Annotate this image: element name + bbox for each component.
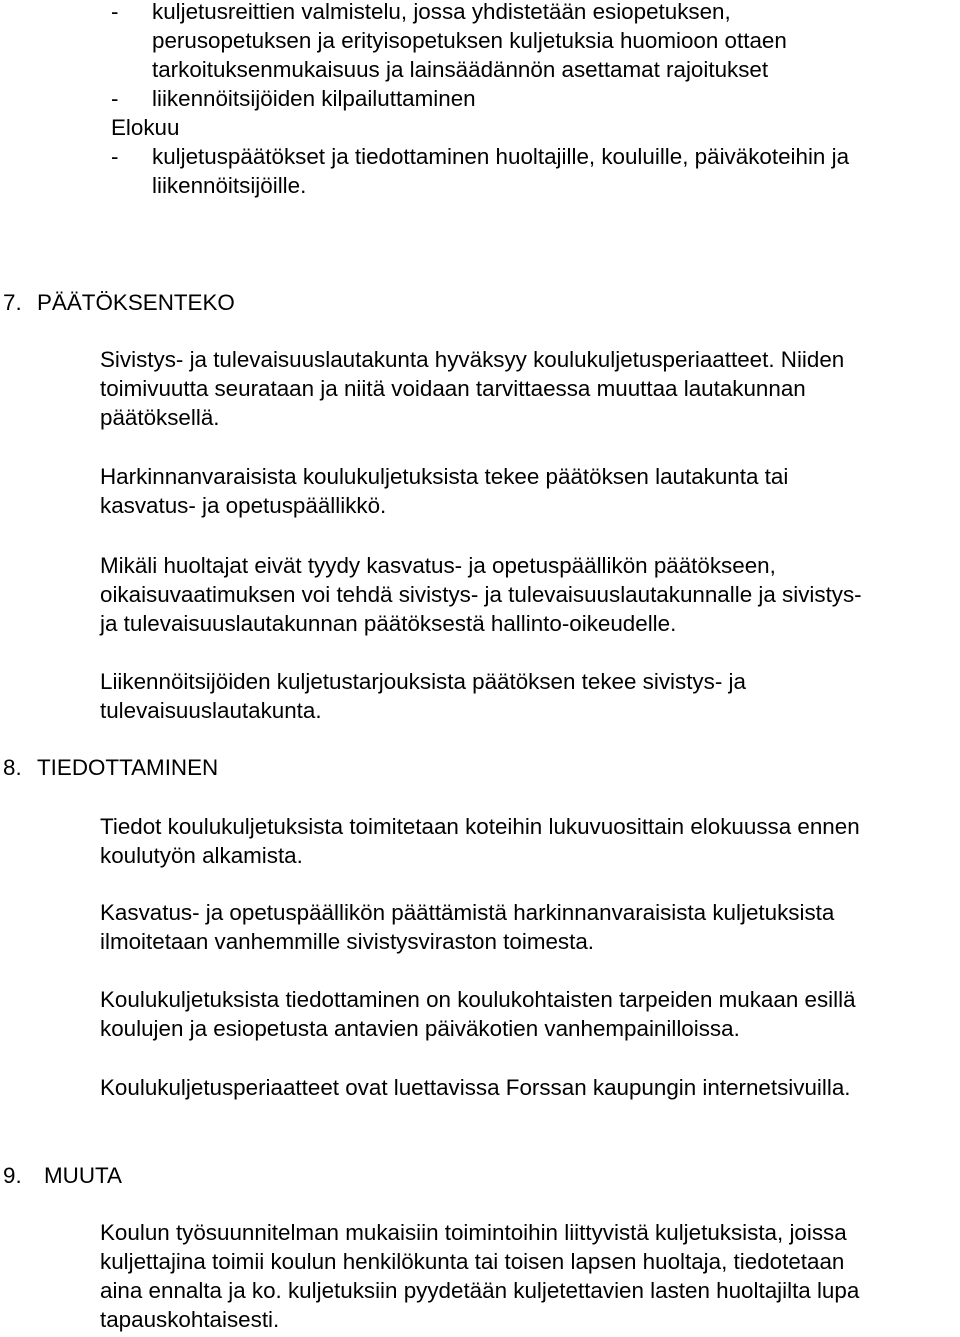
paragraph-line: kuljettajina toimii koulun henkilökunta tai toisen lapsen huoltaja, tiedotetaan — [100, 1249, 845, 1274]
paragraph-line: kasvatus- ja opetuspäällikkö. — [100, 493, 387, 518]
list-item-line: kuljetusreittien valmistelu, jossa yhdistetään esiopetuksen, — [152, 0, 731, 24]
paragraph-line: koulujen ja esiopetusta antavien päiväkotien vanhempainilloissa. — [100, 1016, 740, 1041]
paragraph-line: Liikennöitsijöiden kuljetustarjouksista päätöksen tekee sivistys- ja — [100, 669, 746, 694]
section-number: 7. — [3, 290, 22, 315]
paragraph-line: Koulun työsuunnitelman mukaisiin toimintoihin liittyvistä kuljetuksista, joissa — [100, 1220, 847, 1245]
section-title: MUUTA — [44, 1163, 122, 1188]
list-item-tendering — [0, 84, 960, 113]
paragraph-line: Tiedot koulukuljetuksista toimitetaan koteihin lukuvuosittain elokuussa ennen — [100, 814, 860, 839]
list-item-line: kuljetuspäätökset ja tiedottaminen huoltajille, kouluille, päiväkoteihin ja — [152, 144, 850, 169]
section-title: TIEDOTTAMINEN — [37, 755, 219, 780]
paragraph — [0, 551, 960, 638]
list-dash: - — [111, 144, 119, 169]
paragraph-line: Mikäli huoltajat eivät tyydy kasvatus- ja opetuspäällikön päätökseen, — [100, 553, 776, 578]
list-item-line: tarkoituksenmukaisuus ja lainsäädännön asettamat rajoitukset — [152, 57, 769, 82]
list-item-line: liikennöitsijöiden kilpailuttaminen — [152, 86, 476, 111]
section-7-heading — [0, 288, 960, 317]
month-text: Elokuu — [111, 115, 180, 140]
paragraph-line: Harkinnanvaraisista koulukuljetuksista tekee päätöksen lautakunta tai — [100, 464, 789, 489]
paragraph-line: ja tulevaisuuslautakunnan päätöksestä hallinto-oikeudelle. — [100, 611, 677, 636]
paragraph-line: Sivistys- ja tulevaisuuslautakunta hyväksyy koulukuljetusperiaatteet. Niiden — [100, 347, 845, 372]
paragraph-line: oikaisuvaatimuksen voi tehdä sivistys- ja tulevaisuuslautakunnalle ja sivistys- — [100, 582, 862, 607]
paragraph — [0, 812, 960, 870]
paragraph — [0, 345, 960, 432]
list-item-transport-decisions — [0, 142, 960, 200]
paragraph — [0, 667, 960, 725]
list-dash: - — [111, 86, 119, 111]
paragraph — [0, 985, 960, 1043]
paragraph-line: päätöksellä. — [100, 405, 220, 430]
section-number: 8. — [3, 755, 22, 780]
paragraph — [0, 898, 960, 956]
paragraph-line: Koulukuljetusperiaatteet ovat luettavissa Forssan kaupungin internetsivuilla. — [100, 1075, 851, 1100]
paragraph — [0, 1218, 960, 1334]
paragraph-line: ilmoitetaan vanhemmille sivistysviraston toimesta. — [100, 929, 595, 954]
section-9-heading — [0, 1161, 960, 1190]
list-item-line: liikennöitsijöille. — [152, 173, 307, 198]
paragraph-line: tulevaisuuslautakunta. — [100, 698, 322, 723]
month-label — [0, 113, 960, 142]
list-item-line: perusopetuksen ja erityisopetuksen kuljetuksia huomioon ottaen — [152, 28, 787, 53]
paragraph-line: koulutyön alkamista. — [100, 843, 303, 868]
section-title: PÄÄTÖKSENTEKO — [37, 290, 235, 315]
paragraph — [0, 1073, 960, 1102]
list-dash: - — [111, 0, 119, 24]
paragraph-line: aina ennalta ja ko. kuljetuksiin pyydetään kuljetettavien lasten huoltajilta lupa — [100, 1278, 860, 1303]
paragraph-line: tapauskohtaisesti. — [100, 1307, 280, 1332]
section-8-heading — [0, 753, 960, 782]
paragraph-line: Koulukuljetuksista tiedottaminen on koulukohtaisten tarpeiden mukaan esillä — [100, 987, 856, 1012]
section-number: 9. — [3, 1163, 22, 1188]
paragraph-line: Kasvatus- ja opetuspäällikön päättämistä harkinnanvaraisista kuljetuksista — [100, 900, 835, 925]
paragraph — [0, 462, 960, 520]
paragraph-line: toimivuutta seurataan ja niitä voidaan tarvittaessa muuttaa lautakunnan — [100, 376, 806, 401]
list-item-route-planning — [0, 0, 960, 84]
